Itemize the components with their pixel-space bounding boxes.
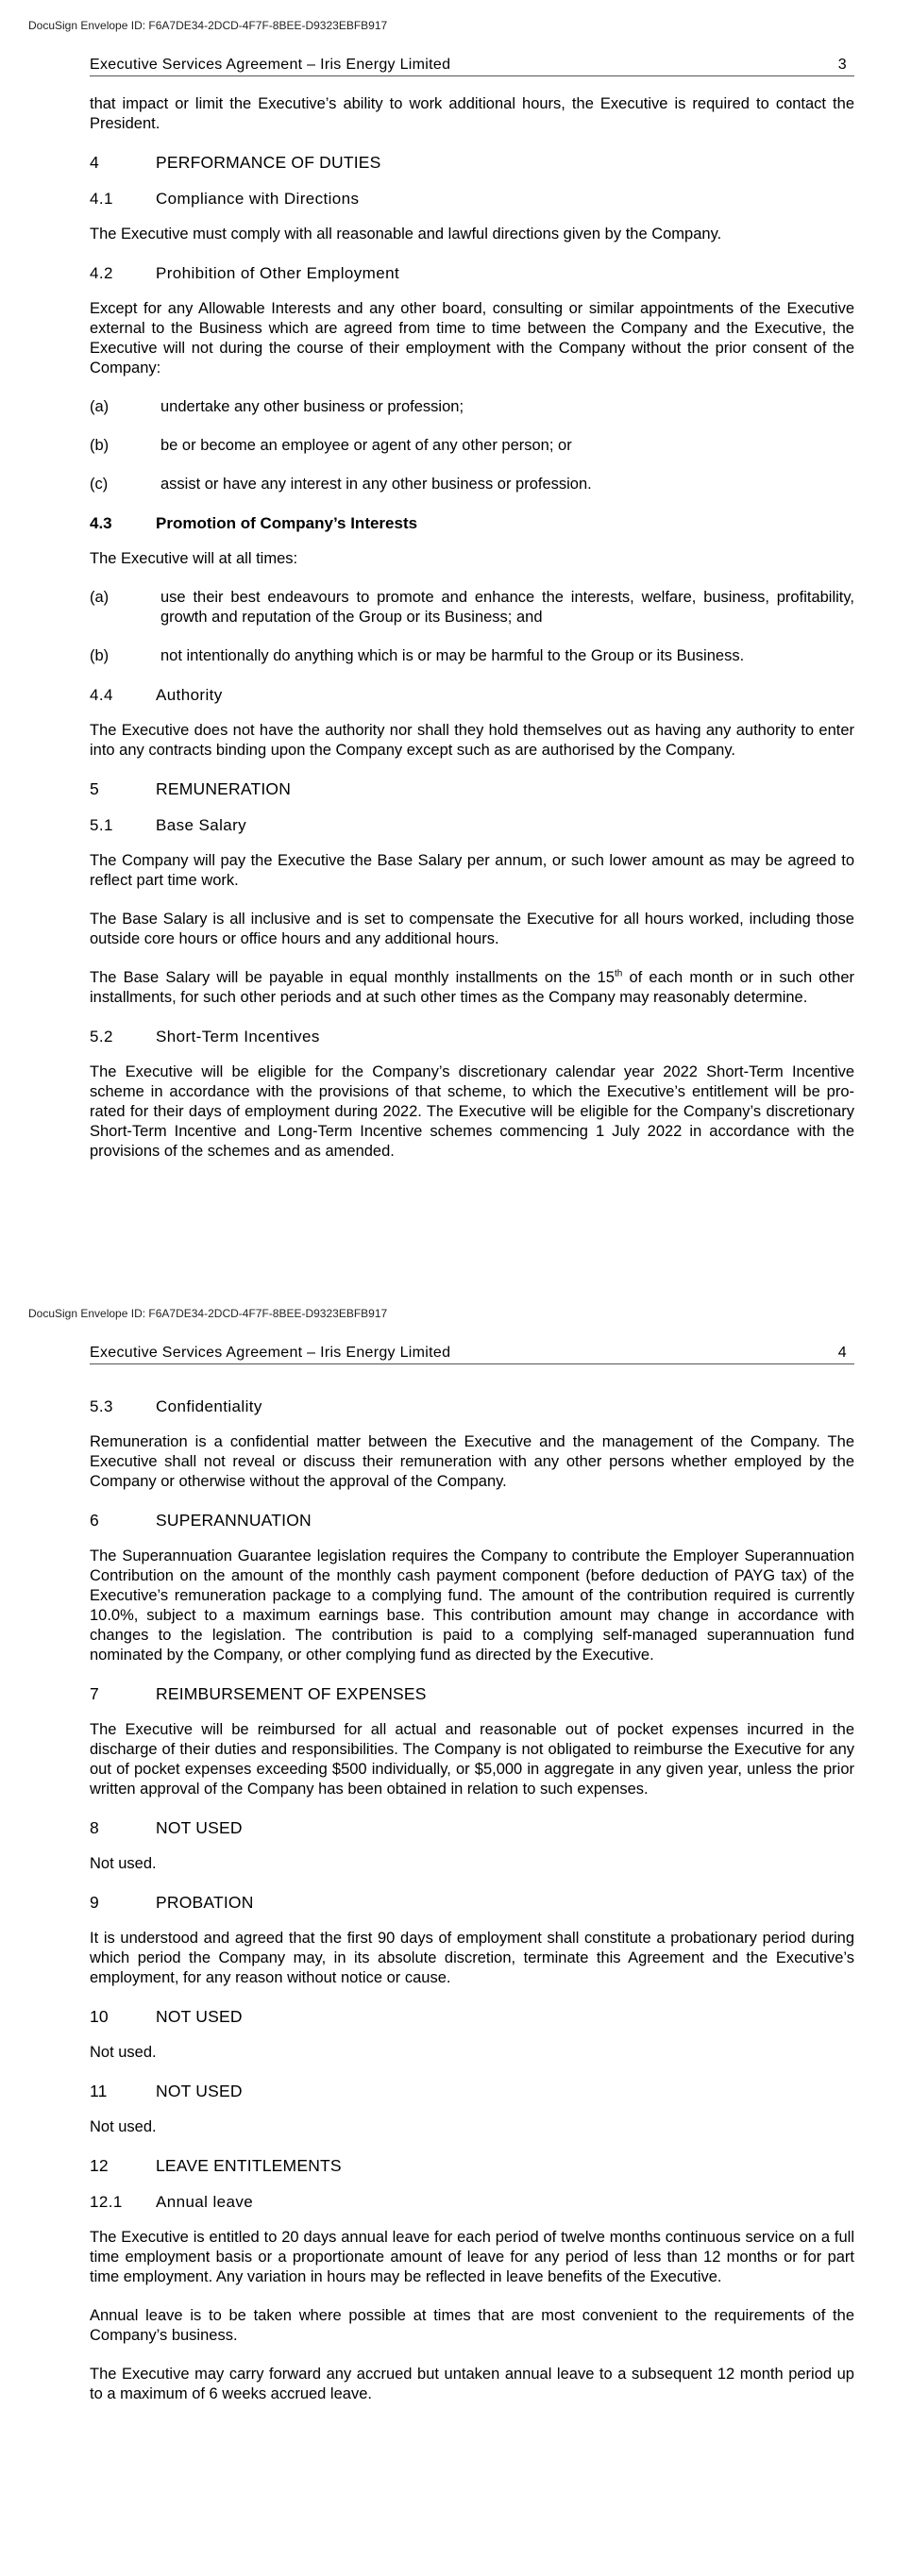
paragraph: Except for any Allowable Interests and any other board, consulting or similar appointments of the Executive external to the Business which are agreed from time to time between the Company and the Executive, the Executive will not during the course of their employment with the Company without the prior consent of the Company: (90, 300, 854, 376)
paragraph: The Superannuation Guarantee legislation requires the Company to contribute the Employer Superannuation Contribution on the amount of the monthly cash payment component (before deduction of PAYG tax) of the Executive’s remuneration package to a complying fund. The amount of the contribution required is currently 10.0%, subject to a maximum earnings base. This contribution amount may change in accordance with changes to the legislation. The contribution is paid to a complying self-managed superannuation fund nominated by the Company, or other complying fund as directed by the Executive. (90, 1547, 854, 1664)
header-title: Executive Services Agreement – Iris Energy Limited (90, 1345, 451, 1361)
paragraph: Not used. (90, 1855, 157, 1872)
docusign-envelope-id: DocuSign Envelope ID: F6A7DE34-2DCD-4F7F-8BEE-D9323EBFB917 (28, 19, 388, 32)
section-heading: 4 PERFORMANCE OF DUTIES (90, 153, 381, 172)
page-body (90, 1397, 854, 2423)
section-heading: 12 LEAVE ENTITLEMENTS (90, 2156, 342, 2175)
section-heading: 6 SUPERANNUATION (90, 1511, 312, 1530)
paragraph: The Executive will be reimbursed for all actual and reasonable out of pocket expenses incurred in the discharge of their duties and responsibilities. The Company is not obligated to reimburse the Executive for any out of pocket expenses exceeding $500 individually, or $5,000 in aggregate in any given year, unless the prior written approval of the Company has been obtained in relation to such expenses. (90, 1721, 854, 1798)
paragraph: The Base Salary will be payable in equal monthly installments on the 15th of each month or in such other installments, for such other periods and at such other times as the Company may reasonably determine. (90, 968, 854, 1006)
section-heading: 5 REMUNERATION (90, 779, 292, 798)
paragraph: The Executive will at all times: (90, 550, 298, 567)
page-number: 3 (837, 57, 847, 73)
subsection-heading: 5.2 Short-Term Incentives (90, 1028, 320, 1045)
section-heading: 8 NOT USED (90, 1818, 243, 1837)
paragraph: The Executive may carry forward any accrued but untaken annual leave to a subsequent 12 month period up to a maximum of 6 weeks accrued leave. (90, 2366, 854, 2402)
paragraph: The Executive must comply with all reasonable and lawful directions given by the Company. (90, 226, 722, 243)
paragraph: The Executive does not have the authority nor shall they hold themselves out as having any authority to enter into any contracts binding upon the Company except such as are authorised by the Company. (90, 722, 854, 759)
page-header (90, 57, 854, 76)
list-item: (a) use their best endeavours to promote and enhance the interests, welfare, business, profitability, growth and reputation of the Group or its Business; and (90, 589, 854, 626)
section-heading: 9 PROBATION (90, 1893, 254, 1912)
section-heading: 11 NOT USED (90, 2082, 243, 2100)
paragraph: The Company will pay the Executive the Base Salary per annum, or such lower amount as may be agreed to reflect part time work. (90, 852, 854, 889)
page-number: 4 (837, 1345, 847, 1361)
paragraph: Remuneration is a confidential matter between the Executive and the management of the Company. The Executive shall not reveal or discuss their remuneration with any other persons whether employed by the Company or otherwise without the approval of the Company. (90, 1433, 854, 1490)
subsection-heading: 12.1 Annual leave (90, 2193, 254, 2211)
subsection-heading: 4.3 Promotion of Company’s Interests (90, 514, 418, 532)
paragraph: Not used. (90, 2118, 157, 2135)
section-heading: 10 NOT USED (90, 2007, 243, 2026)
intro-paragraph: that impact or limit the Executive’s ability to work additional hours, the Executive is required to contact the President. (90, 95, 854, 132)
header-title: Executive Services Agreement – Iris Energy Limited (90, 57, 451, 73)
subsection-heading: 4.4 Authority (90, 686, 223, 704)
page-body (90, 94, 854, 1180)
subsection-heading: 5.1 Base Salary (90, 816, 247, 834)
subsection-heading: 4.1 Compliance with Directions (90, 190, 360, 208)
list-item: (b) not intentionally do anything which is or may be harmful to the Group or its Business. (90, 647, 745, 664)
list-item: (b) be or become an employee or agent of any other person; or (90, 437, 572, 454)
list-item: (c) assist or have any interest in any other business or profession. (90, 476, 592, 493)
paragraph: Annual leave is to be taken where possible at times that are most convenient to the requirements of the Company’s business. (90, 2307, 854, 2344)
paragraph: The Executive is entitled to 20 days annual leave for each period of twelve months continuous service on a full time employment basis or a proportionate amount of leave for any period of less than 12 months or for part time employment. Any variation in hours may be reflected in leave benefits of the Executive. (90, 2229, 854, 2285)
paragraph: It is understood and agreed that the first 90 days of employment shall constitute a probationary period during which period the Company may, in its absolute discretion, terminate this Agreement and the Executive’s employment, for any reason without notice or cause. (90, 1930, 854, 1986)
page-header (90, 1345, 854, 1364)
paragraph: The Executive will be eligible for the Company’s discretionary calendar year 2022 Short-Term Incentive scheme in accordance with the provisions of that scheme, to which the Executive’s entitlement will be pro-rated for their days of employment during 2022. The Executive will be eligible for the Company’s discretionary Short-Term Incentive and Long-Term Incentive schemes commencing 1 July 2022 in accordance with the provisions of the schemes and as amended. (90, 1063, 854, 1160)
subsection-heading: 4.2 Prohibition of Other Employment (90, 264, 400, 282)
subsection-heading: 5.3 Confidentiality (90, 1397, 262, 1415)
section-heading: 7 REIMBURSEMENT OF EXPENSES (90, 1684, 427, 1703)
list-item: (a) undertake any other business or profession; (90, 398, 464, 415)
docusign-envelope-id: DocuSign Envelope ID: F6A7DE34-2DCD-4F7F-8BEE-D9323EBFB917 (28, 1307, 388, 1320)
document-page-4 (0, 1288, 911, 2576)
paragraph: Not used. (90, 2044, 157, 2061)
paragraph: The Base Salary is all inclusive and is set to compensate the Executive for all hours worked, including those outside core hours or office hours and any additional hours. (90, 911, 854, 947)
